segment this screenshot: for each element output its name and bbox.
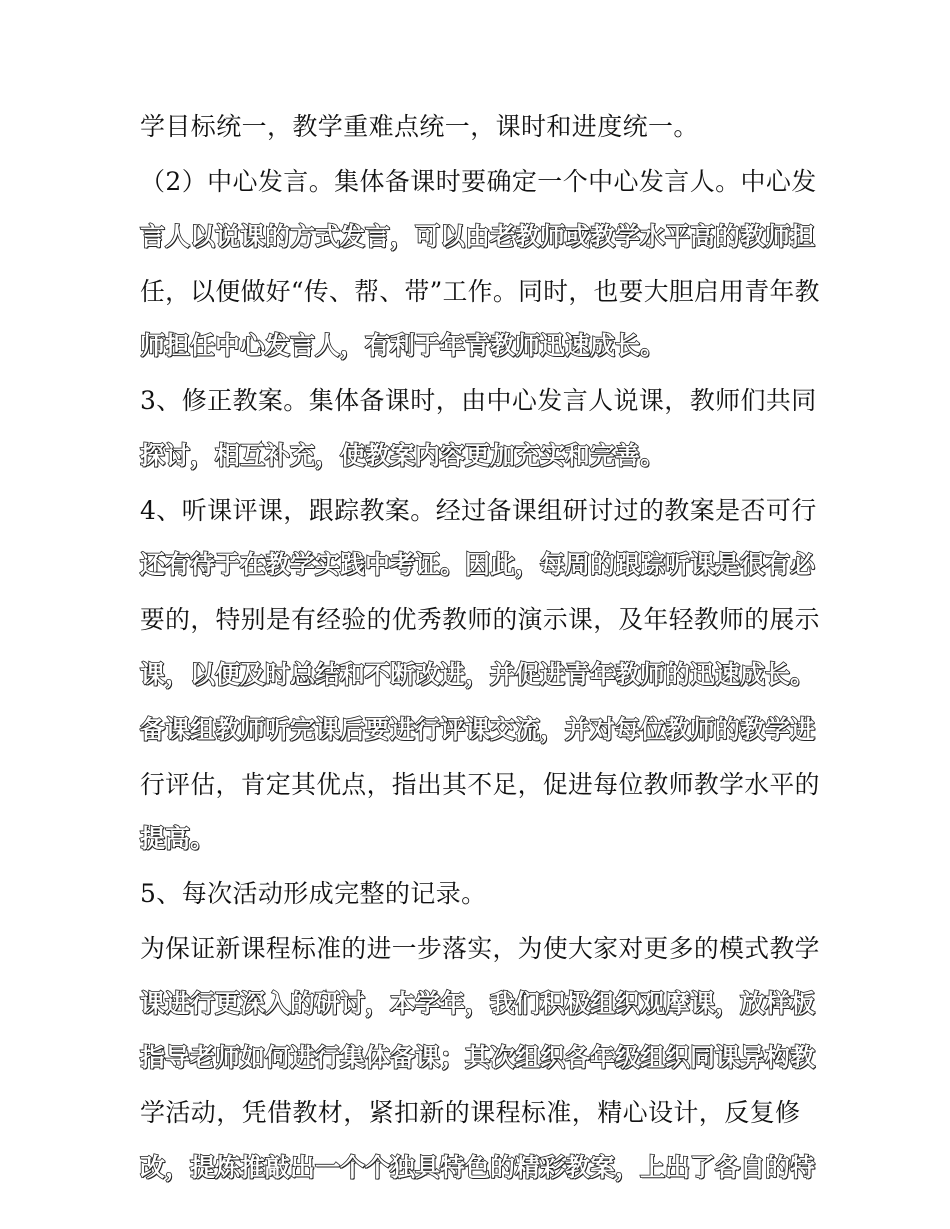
text-line-16: 为保证新课程标准的进一步落实，为使大家对更多的模式教学 <box>140 934 820 963</box>
text-line-1: 学目标统一，教学重难点统一，课时和进度统一。 <box>140 112 699 141</box>
text-line-6: 3、修正教案。集体备课时，由中心发言人说课，教师们共同 <box>140 386 817 415</box>
text-line-10: 要的，特别是有经验的优秀教师的演示课，及年轻教师的展示 <box>140 605 820 634</box>
text-line-11: 课，以便及时总结和不断改进，并促进青年教师的迅速成长。 <box>140 660 816 689</box>
text-line-2: （2）中心发言。集体备课时要确定一个中心发言人。中心发 <box>140 167 817 196</box>
text-line-8: 4、听课评课，跟踪教案。经过备课组研讨过的教案是否可行 <box>140 496 817 525</box>
text-line-17: 课进行更深入的研讨，本学年，我们积极组织观摩课，放样板 <box>140 989 816 1018</box>
text-line-13: 行评估，肯定其优点，指出其不足，促进每位教师教学水平的 <box>140 770 820 799</box>
text-line-12: 备课组教师听完课后要进行评课交流，并对每位教师的教学进 <box>140 715 816 744</box>
text-line-15: 5、每次活动形成完整的记录。 <box>140 879 487 908</box>
text-line-20: 改，提炼推敲出一个个独具特色的精彩教案，上出了各自的特 <box>140 1153 816 1182</box>
text-line-9: 还有待于在教学实践中考证。因此，每周的跟踪听课是很有必 <box>140 550 816 579</box>
text-line-5: 师担任中心发言人，有利于年青教师迅速成长。 <box>140 331 666 360</box>
text-line-18: 指导老师如何进行集体备课；其次组织各年级组织同课异构教 <box>140 1043 816 1072</box>
text-line-7: 探讨，相互补充，使教案内容更加充实和完善。 <box>140 441 666 470</box>
text-line-14: 提高。 <box>140 824 216 853</box>
text-line-19: 学活动，凭借教材，紧扣新的课程标准，精心设计，反复修 <box>140 1098 801 1127</box>
text-line-4: 任，以便做好“传、帮、带”工作。同时，也要大胆启用青年教 <box>140 277 820 306</box>
text-line-3: 言人以说课的方式发言，可以由老教师或教学水平高的教师担 <box>140 222 816 251</box>
